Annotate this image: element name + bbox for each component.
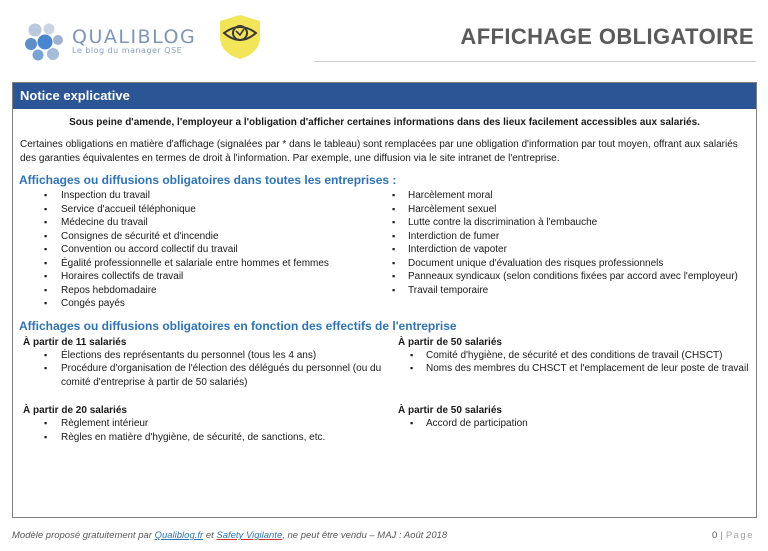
list-item: ▪ Interdiction de fumer [388, 230, 756, 244]
list-left [13, 189, 388, 311]
brand [72, 26, 196, 55]
list-item: ▪ Médecine du travail [13, 216, 388, 230]
list-item: ▪ Élections des représentants du personnel (tous les 4 ans) [13, 349, 388, 363]
list-item: ▪ Consignes de sécurité et d'incendie [13, 230, 388, 244]
intro-paragraph: Certaines obligations en matière d'affichage (signalées par * dans le tableau) sont remplacées par une obligation d'information par tout moyen, offrant aux salariés des garanties équivalentes en termes de droit à l'information. Par exemple, une diffusion via le site intranet de l'entreprise. [20, 139, 738, 164]
header-divider [314, 61, 756, 62]
safety-vigilante-logo-icon [216, 13, 264, 61]
list-item: ▪ Procédure d'organisation de l'élection des délégués du personnel (ou du comité d'entreprise à partir de 50 salariés) [13, 362, 388, 389]
list-right [388, 189, 756, 311]
list-item: ▪ Égalité professionnelle et salariale entre hommes et femmes [13, 257, 388, 271]
notice-panel [12, 82, 757, 518]
page-number-value: 0 [712, 530, 718, 541]
footer-note [12, 530, 447, 541]
group-11-employees [13, 336, 388, 390]
list-item: ▪ Comité d'hygiène, de sécurité et des conditions de travail (CHSCT) [388, 349, 756, 363]
list-item: ▪ Règles en matière d'hygiène, de sécurité, de sanctions, etc. [13, 431, 388, 445]
section-by-headcount-title: Affichages ou diffusions obligatoires en fonction des effectifs de l'entreprise [19, 318, 457, 333]
section-all-companies-title: Affichages ou diffusions obligatoires dans toutes les entreprises : [19, 173, 397, 187]
brand-name: QUALIBLOG [72, 26, 197, 48]
list-item: ▪ Interdiction de vapoter [388, 243, 756, 257]
headcount-row-1 [13, 336, 756, 390]
list-item: ▪ Règlement intérieur [13, 417, 388, 431]
group-heading: À partir de 50 salariés [398, 405, 502, 416]
group-50-employees-chsct [388, 336, 756, 390]
list-item: ▪ Harcèlement sexuel [388, 203, 756, 217]
group-heading: À partir de 50 salariés [398, 336, 502, 348]
list-item: ▪ Service d'accueil téléphonique [13, 203, 388, 217]
group-heading: À partir de 11 salariés [23, 336, 127, 348]
list-item: ▪ Document unique d'évaluation des risques professionnels [388, 257, 756, 271]
list-item: ▪ Noms des membres du CHSCT et l'emplacement de leur poste de travail [388, 362, 756, 376]
group-heading: À partir de 20 salariés [23, 405, 127, 416]
page-label: Page [725, 530, 754, 541]
list-item: ▪ Panneaux syndicaux (selon conditions fixées par accord avec l'employeur) [388, 270, 756, 284]
section-all-companies [13, 187, 756, 311]
list-item: ▪ Lutte contre la discrimination à l'embauche [388, 216, 756, 230]
footer-prefix: Modèle proposé gratuitement par [12, 530, 155, 541]
group-list [13, 417, 388, 444]
list-item: ▪ Repos hebdomadaire [13, 284, 388, 298]
qualiblog-logo-icon [22, 20, 66, 64]
headcount-row-2 [13, 404, 756, 444]
page-separator: | [720, 530, 723, 541]
notice-heading: Notice explicative [13, 83, 756, 109]
list-item: ▪ Convention ou accord collectif du travail [13, 243, 388, 257]
group-list [388, 417, 756, 431]
page-title: AFFICHAGE OBLIGATOIRE [460, 24, 754, 49]
list-item: ▪ Inspection du travail [13, 189, 388, 203]
header [0, 0, 768, 70]
brand-tagline: Le blog du manager QSE [72, 46, 183, 55]
list-item: ▪ Harcèlement moral [388, 189, 756, 203]
page-number [712, 530, 754, 541]
footer-suffix: , ne peut être vendu – MAJ : Août 2018 [282, 530, 448, 541]
group-20-employees [13, 404, 388, 444]
list-item: ▪ Congés payés [13, 297, 388, 311]
list-item: ▪ Accord de participation [388, 417, 756, 431]
group-list [388, 349, 756, 376]
group-50-employees-participation [388, 404, 756, 444]
qualiblog-link[interactable]: Qualiblog.fr [154, 530, 204, 541]
safety-vigilante-link[interactable]: Safety Vigilante [216, 530, 283, 541]
spacer [13, 389, 756, 401]
group-list [13, 349, 388, 390]
list-item: ▪ Travail temporaire [388, 284, 756, 298]
list-item: ▪ Horaires collectifs de travail [13, 270, 388, 284]
footer-middle: et [203, 530, 217, 541]
intro-warning: Sous peine d'amende, l'employeur a l'obligation d'afficher certaines informations dans des lieux facilement accessibles aux salariés. [69, 117, 700, 128]
